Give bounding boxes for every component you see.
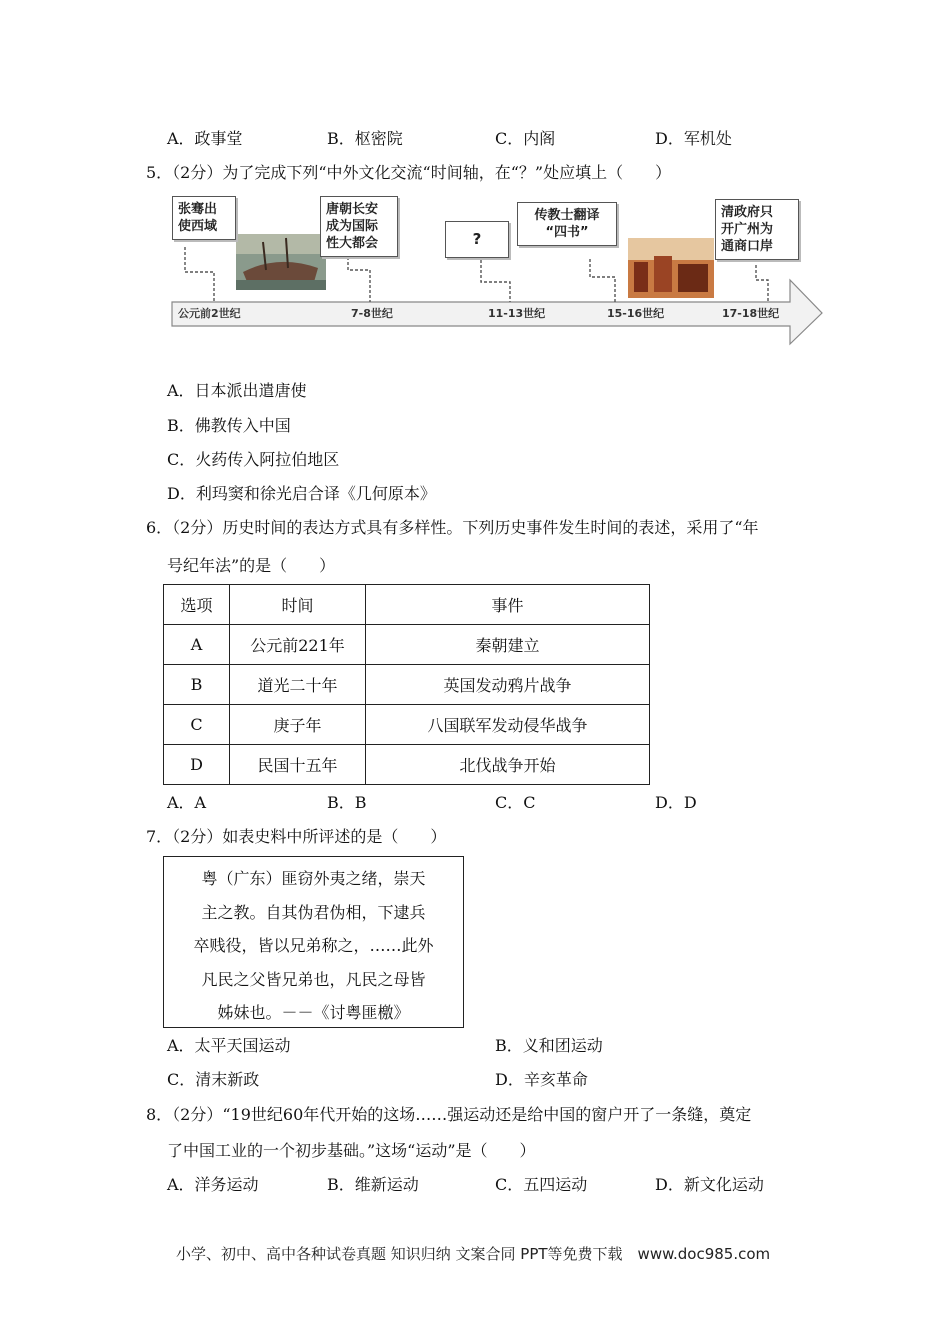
q5-stem: 5．（2分）为了完成下列“中外文化交流“时间轴，在“？”处应填上（ ） — [146, 163, 672, 182]
q5-option-a: A．日本派出遣唐使 — [167, 381, 307, 400]
header-event: 事件 — [366, 585, 650, 625]
q7-option-b: B．义和团运动 — [495, 1036, 603, 1055]
q5-option-c: C．火药传入阿拉伯地区 — [167, 450, 340, 469]
quote-line: 姊妹也。－－《讨粤匪檄》 — [217, 1003, 410, 1022]
q5-timeline — [168, 192, 828, 352]
header-option: 选项 — [164, 585, 230, 625]
q7-stem: 7．（2分）如表史料中所评述的是（ ） — [146, 827, 447, 846]
quote-line: 凡民之父皆兄弟也，凡民之母皆 — [201, 969, 426, 989]
cell-time: 公元前221年 — [230, 625, 366, 665]
q8-option-b: B．维新运动 — [327, 1175, 419, 1194]
quote-line: 主之教。自其伪君伪相，下逮兵 — [201, 902, 426, 922]
q8-stem-line2: 了中国工业的一个初步基础。”这场“运动”是（ ） — [167, 1141, 536, 1160]
table-row — [164, 665, 650, 705]
q5-option-d: D．利玛窦和徐光启合译《几何原本》 — [167, 484, 436, 503]
tick-4: 15-16世纪 — [607, 307, 665, 320]
timeline-box-guangzhou: 清政府只 开广州为 通商口岸 — [715, 199, 799, 260]
cell-option: D — [164, 745, 230, 785]
q6-option-b: B．B — [327, 793, 367, 812]
tick-5: 17-18世纪 — [722, 307, 780, 320]
tick-2: 7-8世纪 — [351, 307, 393, 320]
timeline-box-question: ? — [445, 221, 509, 258]
port-city-image — [628, 238, 714, 298]
timeline-box-missionaries: 传教士翻译 “四书” — [517, 202, 617, 246]
q7-option-d: D．辛亥革命 — [495, 1070, 588, 1089]
cell-event: 北伐战争开始 — [366, 745, 650, 785]
q4-option-c: C．内阁 — [495, 129, 556, 148]
cell-time: 道光二十年 — [230, 665, 366, 705]
q6-stem-line1: 6．（2分）历史时间的表达方式具有多样性。下列历史事件发生时间的表述，采用了“年 — [146, 518, 759, 537]
tick-1: 公元前2世纪 — [178, 307, 241, 320]
table-row — [164, 625, 650, 665]
tick-3: 11-13世纪 — [488, 307, 546, 320]
timeline-box-changan: 唐朝长安 成为国际 性大都会 — [320, 196, 398, 257]
cell-option: A — [164, 625, 230, 665]
q8-stem-line1: 8．（2分）“19世纪60年代开始的这场……强运动还是给中国的窗户开了一条缝，奠定 — [146, 1105, 752, 1124]
q8-option-d: D．新文化运动 — [655, 1175, 764, 1194]
ship-painting-image — [236, 234, 326, 290]
timeline-box-zhang-qian: 张骞出 使西域 — [172, 196, 236, 240]
cell-time: 民国十五年 — [230, 745, 366, 785]
table-row — [164, 705, 650, 745]
q7-option-c: C．清末新政 — [167, 1070, 260, 1089]
page-footer: 小学、初中、高中各种试卷真题 知识归纳 文案合同 PPT等免费下载 www.doc985.com — [176, 1245, 771, 1263]
q6-stem-line2: 号纪年法”的是（ ） — [167, 556, 336, 575]
cell-event: 八国联军发动侵华战争 — [366, 705, 650, 745]
quote-line: 卒贱役，皆以兄弟称之，……此外 — [193, 936, 434, 955]
header-time: 时间 — [230, 585, 366, 625]
q7-option-a: A．太平天国运动 — [167, 1036, 291, 1055]
q4-option-a: A．政事堂 — [167, 129, 243, 148]
q4-option-b: B．枢密院 — [327, 129, 403, 148]
q8-option-a: A．洋务运动 — [167, 1175, 259, 1194]
q6-option-c: C．C — [495, 793, 536, 812]
cell-option: B — [164, 665, 230, 705]
cell-event: 英国发动鸦片战争 — [366, 665, 650, 705]
q4-option-d: D．军机处 — [655, 129, 732, 148]
quote-line: 粤（广东）匪窃外夷之绪，崇天 — [201, 869, 426, 888]
q8-option-c: C．五四运动 — [495, 1175, 588, 1194]
q6-option-d: D．D — [655, 793, 697, 812]
cell-time: 庚子年 — [230, 705, 366, 745]
table-header-row — [164, 585, 650, 625]
q5-option-b: B．佛教传入中国 — [167, 416, 291, 435]
cell-event: 秦朝建立 — [366, 625, 650, 665]
q6-option-a: A．A — [167, 793, 207, 812]
q7-quote-box — [163, 856, 464, 1028]
q6-table — [163, 584, 650, 785]
table-row — [164, 745, 650, 785]
cell-option: C — [164, 705, 230, 745]
